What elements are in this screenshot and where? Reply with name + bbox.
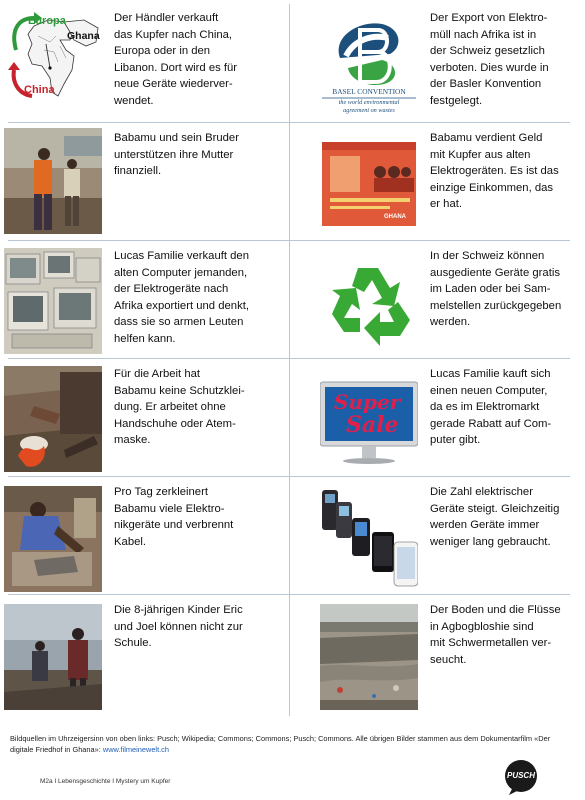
mobile-phones-evolution-image [320,484,418,590]
card-basel-convention [290,2,575,122]
card-shredding [0,476,285,596]
card-no-protection [0,358,285,478]
worker-shredding-photo [4,486,102,592]
basel-convention-logo [320,10,418,116]
card-babamu-money [290,122,575,242]
card-text: Für die Arbeit hat Babamu keine Schutzklei- dung. Er arbeitet ohne Handschuhe oder Atem- maske. [114,368,245,447]
sale-text: Sale [346,412,399,438]
pusch-logo-text: PUSCH [506,771,535,780]
map-label-china: China [24,84,55,96]
super-sale-monitor-image [320,366,418,472]
world-map-image [4,6,102,112]
card-text: Der Export von Elektro- müll nach Afrika ist in der Schweiz gesetzlich verboten. Dies wurde in der Basler Konvention festgelegt. [430,12,549,107]
card-text: Der Boden und die Flüsse in Agbogbloshie sind mit Schwermetallen ver- seucht. [430,604,561,666]
card-babamu-brother [0,122,285,242]
basel-logo-tagline: agreement on wastes [343,107,395,114]
old-computers-photo [4,248,102,354]
burning-work-photo [4,366,102,472]
card-text: In der Schweiz können ausgediente Geräte gratis im Laden oder bei Sam- melstellen zurückgegeben werden. [430,250,562,329]
filmeinewelt-link[interactable]: www.filmeinewelt.ch [102,745,169,754]
image-sources-text: Bildquellen im Uhrzeigersinn von oben links: Pusch; Wikipedia; Commons; Commons; Pusch; Commons. Alle übrigen Bilder stammen aus dem Dokumentarfilm «Der digitale Friedhof in Ghana»: [10,734,551,754]
card-super-sale [290,358,575,478]
sale-text: Super [334,390,401,414]
card-soil-rivers [290,594,575,714]
pusch-logo [503,759,539,795]
card-text: Der Händler verkauft das Kupfer nach China, Europa oder in den Libanon. Dort wird es für neue Geräte wiederver- wendet. [114,12,238,107]
basel-logo-tagline: the world environmental [338,99,400,106]
document-footer-meta: M2a I Lebensgeschichte I Mystery um Kupfer [40,778,171,785]
card-device-numbers [290,476,575,596]
card-text: Lucas Familie kauft sich einen neuen Computer, da es im Elektromarkt gerade Rabatt auf Com- puter gibt. [430,368,552,447]
card-trader-map [0,2,285,122]
map-label-ghana: Ghana [67,30,100,42]
children-photo [4,604,102,710]
basel-logo-name: BASEL CONVENTION [332,87,406,96]
card-text: Pro Tag zerkleinert Babamu viele Elektro- nikgeräte und verbrennt Kabel. [114,486,234,548]
image-sources [10,733,575,755]
card-lucas-family-sells [0,240,285,360]
map-label-europe: Europa [28,15,66,27]
ghana-banknote-image [320,130,418,236]
recycling-symbol-icon [320,248,418,354]
card-text: Babamu und sein Bruder unterstützen ihre Mutter finanziell. [114,132,239,178]
card-text: Die Zahl elektrischer Geräte steigt. Gleichzeitig werden Geräte immer weniger lang gebraucht. [430,486,560,548]
card-text: Babamu verdient Geld mit Kupfer aus alten Elektrogeräten. Es ist das einzige Einkommen, das er hat. [430,132,559,211]
brothers-photo [4,128,102,234]
card-text: Lucas Familie verkauft den alten Computer jemanden, der Elektrogeräte nach Afrika exportiert und denkt, dass sie so armen Leuten helfen kann. [114,250,250,345]
banknote-label: GHANA [384,214,406,220]
card-switzerland-recycling [290,240,575,360]
card-children-school [0,594,285,714]
card-text: Die 8-jährigen Kinder Eric und Joel können nicht zur Schule. [114,604,243,650]
polluted-river-photo [320,604,418,710]
